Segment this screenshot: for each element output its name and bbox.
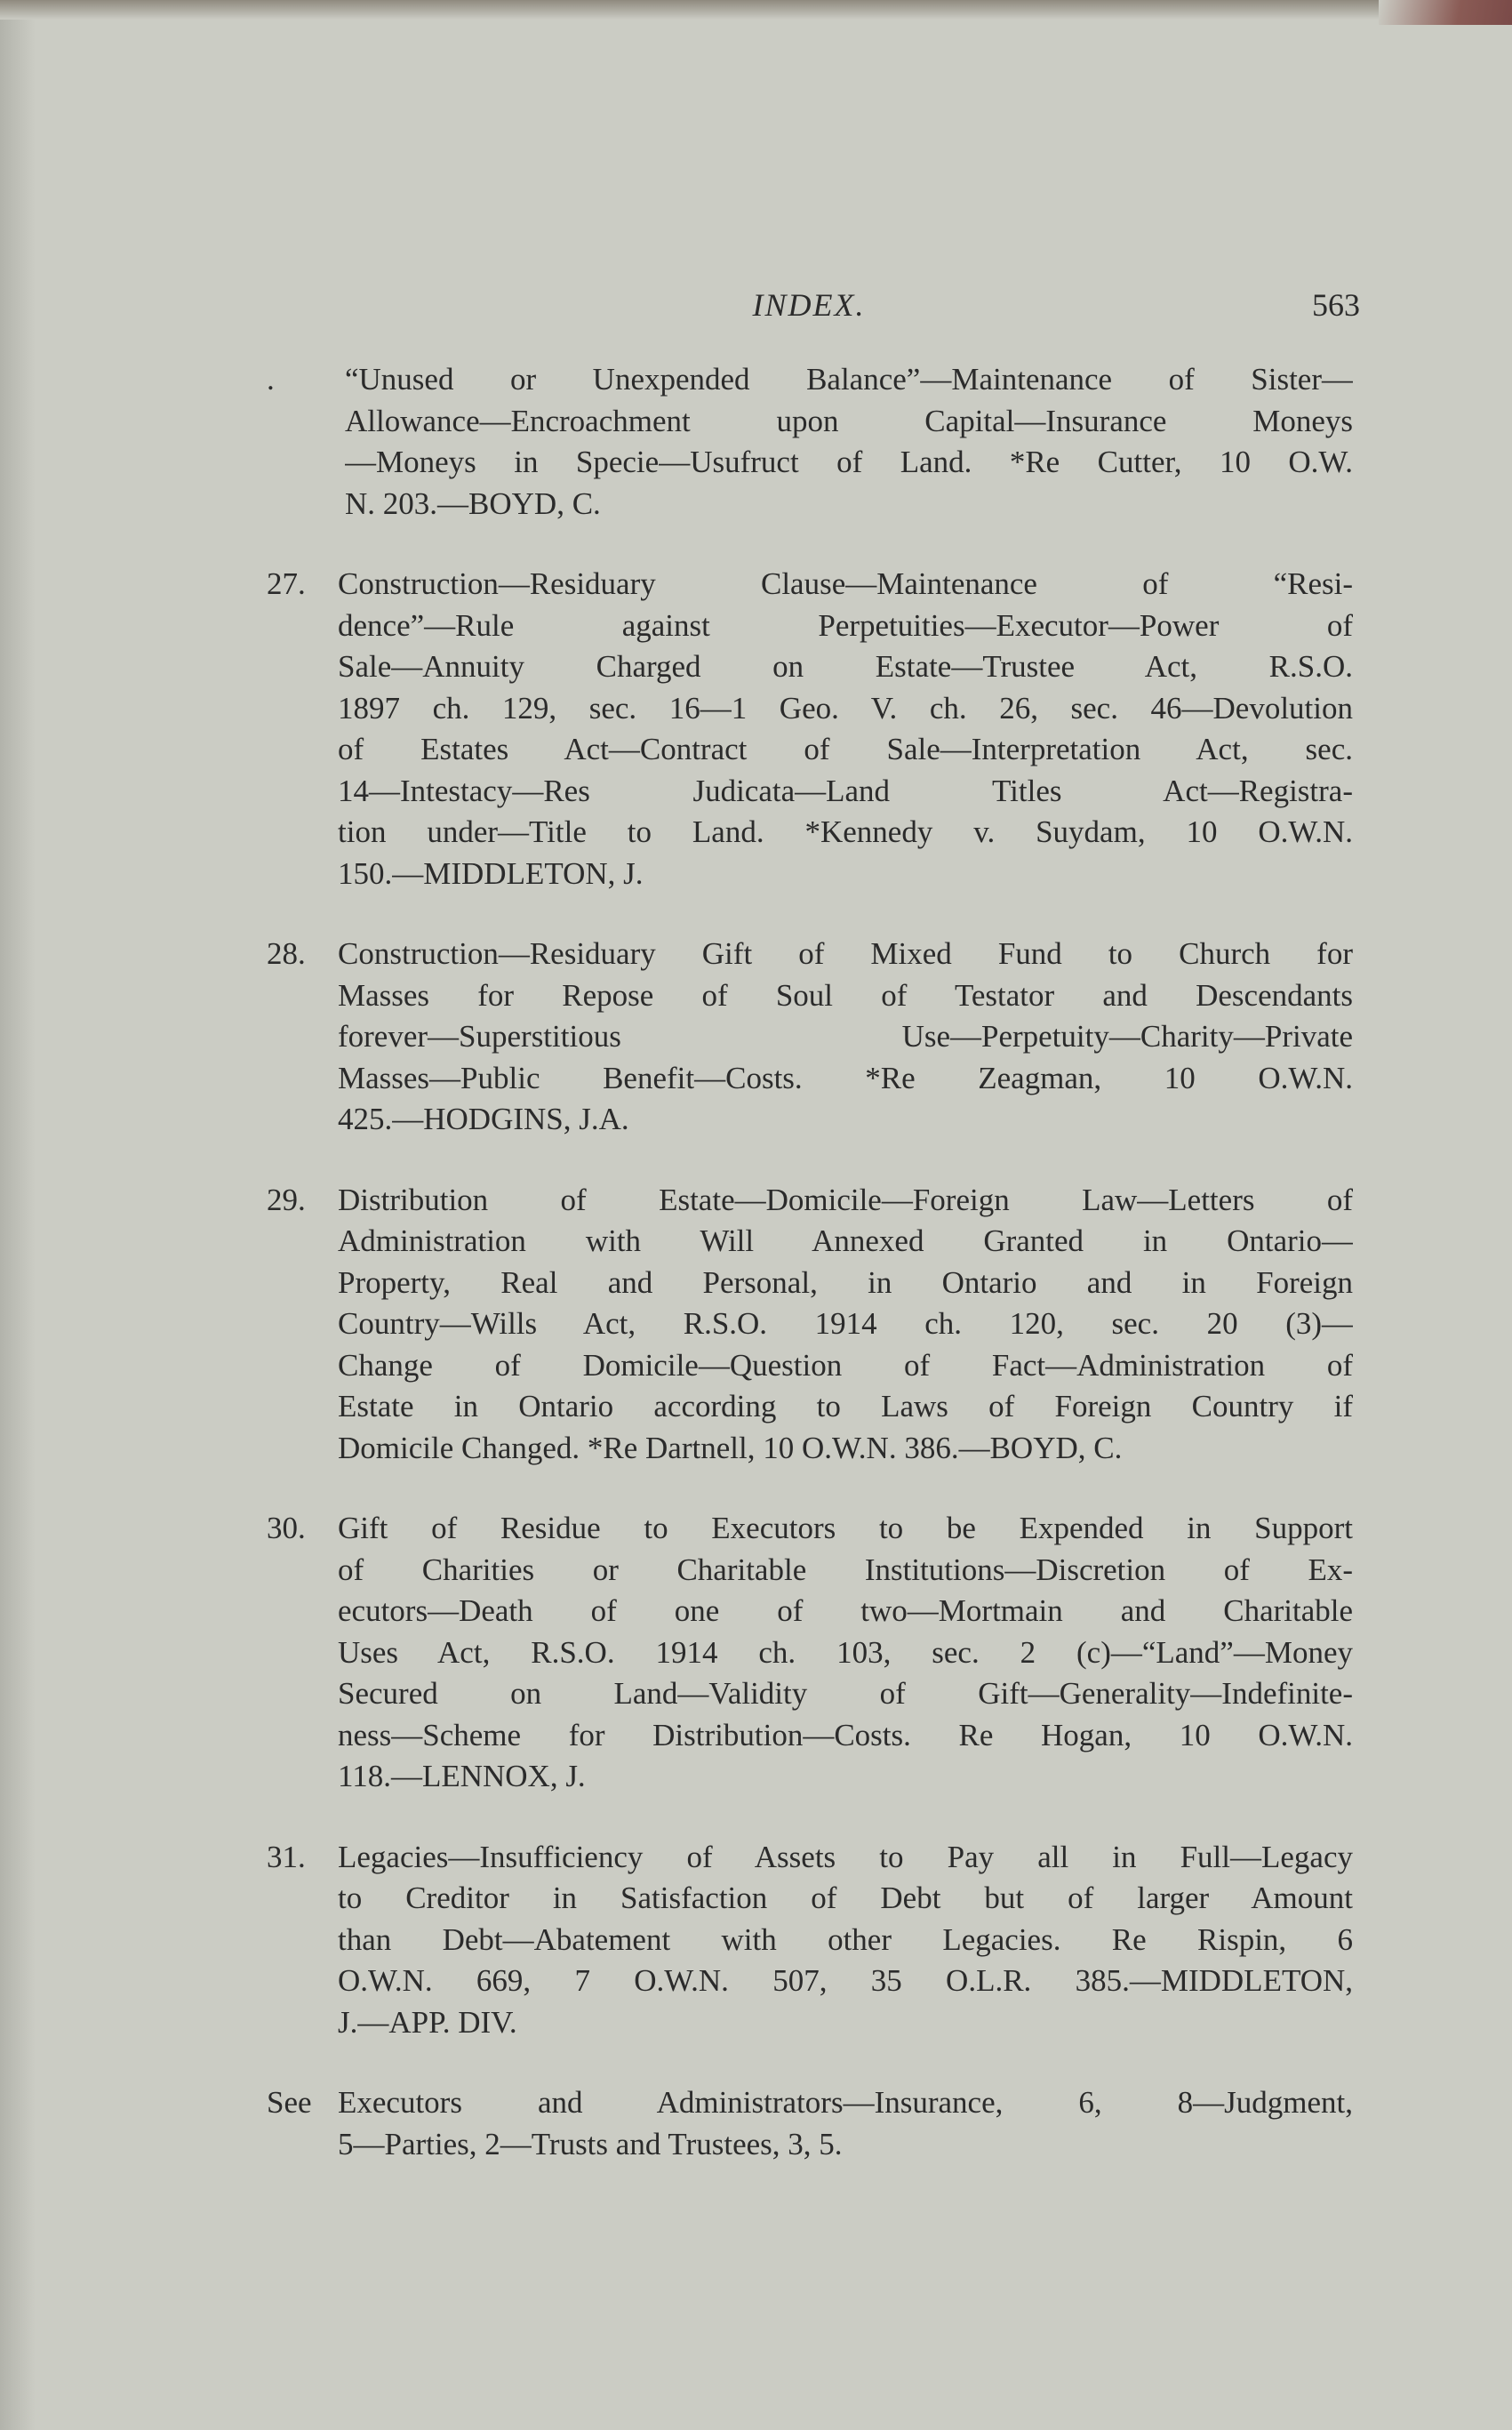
index-entry <box>267 2082 1353 2165</box>
index-entry <box>267 1180 1353 1470</box>
entry-line: Distribution of Estate—Domicile—Foreign Law—Letters of <box>338 1182 1353 1217</box>
entry-line: 118.—LENNOX, J. <box>338 1759 586 1793</box>
entry-line: J.—APP. DIV. <box>338 2004 517 2040</box>
entry-line: Construction—Residuary Clause—Maintenance of “Resi- <box>338 566 1353 601</box>
entry-number: See <box>267 2085 312 2120</box>
entry-line: —Moneys in Specie—Usufruct of Land. *Re Cutter, 10 O.W. <box>345 445 1353 479</box>
entry-line: Estate in Ontario according to Laws of Foreign Country if <box>338 1389 1353 1424</box>
entry-number: 30. <box>267 1511 306 1545</box>
entry-line: tion under—Title to Land. *Kennedy v. Suydam, 10 O.W.N. <box>338 814 1353 849</box>
index-entry <box>267 934 1353 1141</box>
entry-line: 1897 ch. 129, sec. 16—1 Geo. V. ch. 26, sec. 46—Devolution <box>338 690 1353 726</box>
index-entries <box>267 359 1353 2204</box>
entry-line: Legacies—Insufficiency of Assets to Pay all in Full—Legacy <box>338 1839 1353 1874</box>
entry-line: Uses Act, R.S.O. 1914 ch. 103, sec. 2 (c)—“Land”—Money <box>338 1634 1353 1670</box>
entry-line: of Charities or Charitable Institutions—Discretion of Ex- <box>338 1552 1353 1587</box>
entry-line: Change of Domicile—Question of Fact—Administration of <box>338 1347 1353 1383</box>
entry-number: 27. <box>267 566 306 601</box>
index-entry <box>267 1837 1353 2044</box>
entry-line: of Estates Act—Contract of Sale—Interpretation Act, sec. <box>338 732 1353 766</box>
entry-line: forever—Superstitious Use—Perpetuity—Charity—Private <box>338 1019 1353 1054</box>
entry-line: Construction—Residuary Gift of Mixed Fund to Church for <box>338 936 1353 971</box>
entry-line: 425.—HODGINS, J.A. <box>338 1102 629 1136</box>
entry-line: Country—Wills Act, R.S.O. 1914 ch. 120, sec. 20 (3)— <box>338 1306 1353 1341</box>
entry-number: 31. <box>267 1839 306 1874</box>
entry-line: Masses—Public Benefit—Costs. *Re Zeagman, 10 O.W.N. <box>338 1060 1353 1095</box>
entry-line: than Debt—Abatement with other Legacies. Re Rispin, 6 <box>338 1921 1353 1957</box>
entry-line: N. 203.—BOYD, C. <box>345 485 601 521</box>
entry-body <box>338 2082 1353 2165</box>
entry-body <box>345 359 1353 525</box>
entry-number: 29. <box>267 1182 306 1217</box>
entry-line: 150.—MIDDLETON, J. <box>338 855 644 891</box>
entry-line: Masses for Repose of Soul of Testator and Descendants <box>338 977 1353 1013</box>
entry-body <box>338 1837 1353 2044</box>
index-entry <box>267 564 1353 894</box>
page-number: 563 <box>1312 287 1360 323</box>
entry-line: Secured on Land—Validity of Gift—Generality—Indefinite- <box>338 1676 1353 1711</box>
entry-line: to Creditor in Satisfaction of Debt but of larger Amount <box>338 1881 1353 1915</box>
entry-number: . <box>267 362 275 397</box>
index-entry <box>267 1508 1353 1798</box>
entry-line: 5—Parties, 2—Trusts and Trustees, 3, 5. <box>338 2126 843 2161</box>
entry-line: Gift of Residue to Executors to be Expended in Support <box>338 1511 1353 1545</box>
entry-line: dence”—Rule against Perpetuities—Executor—Power of <box>338 607 1353 643</box>
entry-line: ness—Scheme for Distribution—Costs. Re Hogan, 10 O.W.N. <box>338 1717 1353 1752</box>
running-head <box>258 286 1360 325</box>
entry-line: Administration with Will Annexed Granted in Ontario— <box>338 1223 1353 1258</box>
entry-body <box>338 1180 1353 1470</box>
entry-body <box>338 1508 1353 1798</box>
running-head-title: INDEX. <box>752 287 866 323</box>
index-entry <box>267 359 1353 525</box>
entry-line: Property, Real and Personal, in Ontario and in Foreign <box>338 1264 1353 1300</box>
entry-line: Domicile Changed. *Re Dartnell, 10 O.W.N. 386.—BOYD, C. <box>338 1430 1123 1465</box>
entry-line: O.W.N. 669, 7 O.W.N. 507, 35 O.L.R. 385.—MIDDLETON, <box>338 1963 1353 1998</box>
entry-number: 28. <box>267 936 306 971</box>
entry-body <box>338 564 1353 894</box>
entry-line: 14—Intestacy—Res Judicata—Land Titles Act—Registra- <box>338 773 1353 808</box>
entry-line: Allowance—Encroachment upon Capital—Insurance Moneys <box>345 403 1353 438</box>
entry-line: ecutors—Death of one of two—Mortmain and Charitable <box>338 1593 1353 1628</box>
entry-line: Executors and Administrators—Insurance, 6, 8—Judgment, <box>338 2085 1353 2120</box>
entry-line: Sale—Annuity Charged on Estate—Trustee Act, R.S.O. <box>338 649 1353 684</box>
entry-line: “Unused or Unexpended Balance”—Maintenance of Sister— <box>345 362 1353 397</box>
entry-body <box>338 934 1353 1141</box>
